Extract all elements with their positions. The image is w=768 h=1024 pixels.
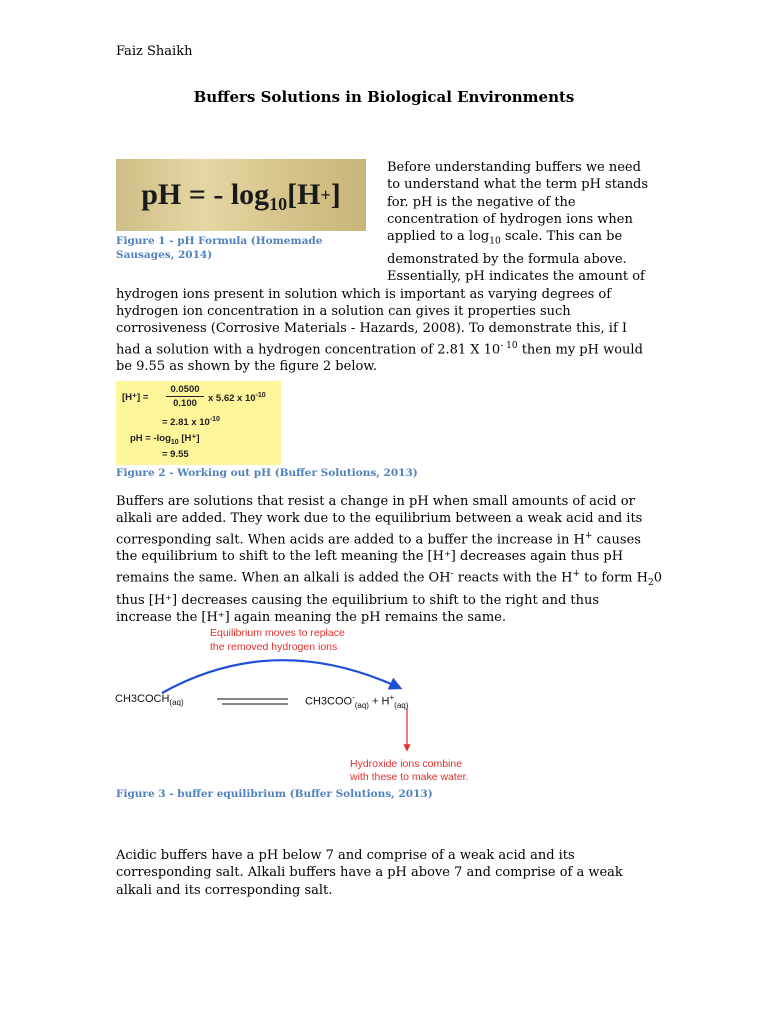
paragraph-line: corresponding salt. When acids are added to a buffer the increase in H+ causes (116, 530, 641, 547)
blue-curved-arrow (162, 660, 400, 693)
intro-line: for. pH is the negative of the (387, 194, 576, 210)
intro-line: hydrogen ion concentration in a solution can gives it properties such (116, 303, 571, 319)
denominator: 0.100 (173, 398, 197, 409)
buffer-paragraph (116, 493, 676, 626)
intro-line: be 9.55 as shown by the figure 2 below. (116, 359, 378, 375)
formula-part: pH = - log (141, 178, 270, 211)
top-label-line2: the removed hydrogen ions (210, 641, 338, 653)
bottom-label-line2: with these to make water. (350, 771, 469, 783)
intro-line: Essentially, pH indicates the amount of (387, 269, 645, 285)
formula-part: + (320, 184, 331, 205)
ph-result: = 9.55 (162, 449, 189, 460)
numerator: 0.0500 (166, 384, 204, 397)
acid-species: $CH3COCH_{(aq)}$ (115, 693, 184, 708)
author-name: Faiz Shaikh (116, 44, 193, 59)
figure2-caption: Figure 2 - Working out pH (Buffer Solutions, 2013) (116, 467, 418, 479)
products: $CH3COO^-_{(aq)} + H^+_{(aq)}$ (305, 693, 409, 710)
equation-line-2: = 2.81 x $10^{-10}$ (162, 416, 220, 429)
multiplier: x 5.62 x $10^{-10}$ (208, 392, 266, 405)
fraction (166, 384, 204, 409)
ph-calculation-image (116, 381, 281, 465)
paragraph-line: the equilibrium to shift to the left meaning the [H⁺] decreases again thus pH (116, 549, 624, 565)
intro-line: concentration of hydrogen ions when (387, 211, 633, 227)
formula-part: [H (287, 178, 321, 211)
intro-line: applied to a $\log_{10}$ scale. This can be (387, 229, 623, 247)
figure1-caption: Figure 1 - pH Formula (Homemade Sausages, 2014) (116, 235, 323, 261)
bottom-label-line1: Hydroxide ions combine (350, 758, 463, 770)
intro-line: demonstrated by the formula above. (387, 252, 627, 268)
formula-part: 10 (269, 193, 288, 214)
page-title: Buffers Solutions in Biological Environments (193, 88, 575, 106)
h-label: [H⁺] = (122, 392, 149, 403)
intro-line: had a solution with a hydrogen concentration of 2.81 X $10^{- 10}$ then my pH would (116, 340, 643, 357)
intro-line: corrosiveness (Corrosive Materials - Hazards, 2008). To demonstrate this, if I (116, 321, 628, 337)
figure3-caption: Figure 3 - buffer equilibrium (Buffer Solutions, 2013) (116, 788, 433, 800)
paragraph-line: alkali and its corresponding salt. (116, 882, 333, 898)
buffer-equilibrium-diagram (110, 620, 510, 790)
formula-part: ] (330, 178, 341, 211)
paragraph-line: Buffers are solutions that resist a change in pH when small amounts of acid or (116, 494, 635, 509)
intro-line: hydrogen ions present in solution which is important as varying degrees of (116, 286, 612, 302)
paragraph-line: Acidic buffers have a pH below 7 and comprise of a weak acid and its (116, 848, 575, 863)
paragraph-line: increase the [H⁺] again meaning the pH remains the same. (116, 610, 507, 626)
intro-paragraph (116, 159, 656, 375)
paragraph-line: alkali are added. They work due to the equilibrium between a weak acid and its (116, 511, 643, 527)
intro-line: to understand what the term pH stands (387, 177, 649, 193)
intro-line: Before understanding buffers we need (387, 160, 641, 175)
buffer-types-paragraph (116, 847, 676, 899)
paragraph-line: corresponding salt. Alkali buffers have a pH above 7 and comprise of a weak (116, 865, 623, 881)
paragraph-line: remains the same. When an alkali is added the OH- reacts with the H+ to form $H_20$ (116, 568, 662, 588)
ph-equation: pH = $-\log_{10}$ [H⁺] (130, 433, 200, 446)
top-label-line1: Equilibrium moves to replace (210, 627, 345, 639)
paragraph-line: thus [H⁺] decreases causing the equilibrium to shift to the right and thus (116, 592, 600, 608)
